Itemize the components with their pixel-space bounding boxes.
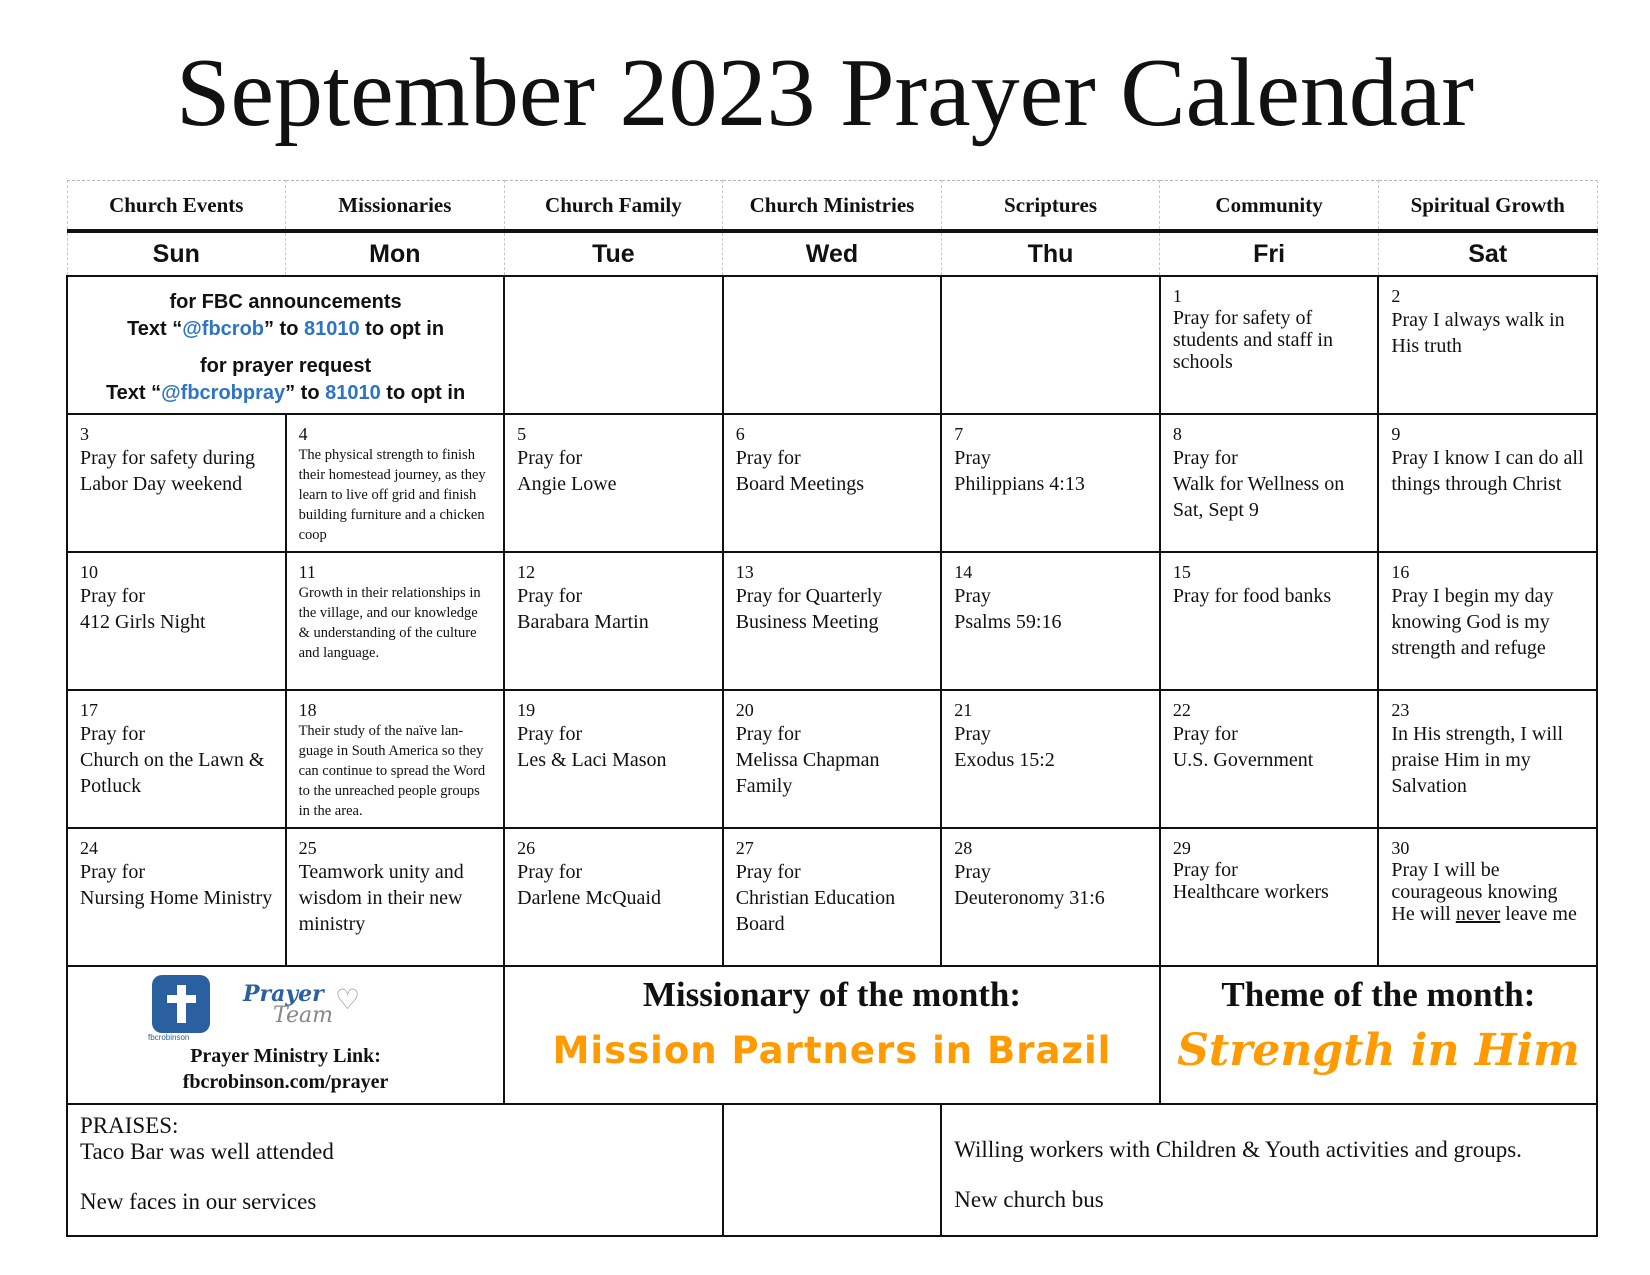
day-text: Growth in their relationships in the village, and our knowledge & understanding of the culture and language. [298,585,481,661]
day-number: 15 [1172,562,1191,582]
day-number: 16 [1391,562,1410,582]
text-number: 81010 [325,382,381,404]
day-text: Pray for Christian Education Board [735,861,896,935]
praises-row [67,1104,1597,1236]
day-text: Pray Psalms 59:16 [954,585,1062,633]
category-header: Missionaries [286,181,505,232]
day-number: 17 [80,700,98,720]
day-number: 24 [80,838,98,858]
request-item: Willing workers with Children & Youth activities and groups. [954,1137,1522,1162]
day-text: Pray for food banks [1172,585,1332,607]
day-number: 20 [735,700,754,720]
day-number: 3 [80,424,89,444]
day-cell [723,414,942,552]
day-text: Pray for Les & Laci Mason [517,723,667,771]
day-text: In His strength, I will praise Him in my Salvation [1391,723,1564,797]
day-text: Their study of the naïve lan-guage in South America so they can continue to spread the Word to the unreached people groups in the area. [298,723,486,819]
text-number: 81010 [304,318,360,340]
day-cell [504,414,723,552]
category-header: Community [1160,181,1379,232]
underlined-word: never [1455,903,1501,925]
day-number: 2 [1391,286,1401,306]
heart-cross-icon: ♡ [335,985,361,1016]
weekday-header: Sun [67,231,286,276]
day-text: Pray I always walk in His truth [1391,309,1565,357]
day-number: 22 [1172,700,1191,720]
day-cell [723,690,942,828]
notice-line: for FBC announcements [169,291,402,313]
logo-caption: fbcrobinson [148,1033,190,1042]
day-cell [1160,414,1379,552]
theme-label: Theme of the month: [1221,975,1536,1014]
day-cell [723,828,942,966]
category-header: Scriptures [941,181,1160,232]
missionary-of-month [504,966,1160,1104]
day-cell [941,414,1160,552]
day-text: The physical strength to finish their homestead journey, as they learn to live off grid and finish building furniture and a chicken coop [298,447,486,543]
day-number: 18 [298,700,317,720]
day-cell [723,552,942,690]
day-text: Pray Philippians 4:13 [954,447,1085,495]
day-cell [286,552,505,690]
day-text: Pray I know I can do all things through Christ [1391,447,1584,495]
week-row [67,552,1597,690]
category-header: Church Events [67,181,286,232]
day-text: Pray for Healthcare workers [1172,859,1329,903]
prayer-ministry-link-label: Prayer Ministry Link: [190,1045,381,1067]
day-text: Pray for Quarterly Business Meeting [735,585,883,633]
weekday-header: Fri [1160,231,1379,276]
day-cell [504,552,723,690]
praises-heading: PRAISES: [80,1113,179,1138]
request-item: New church bus [954,1187,1104,1212]
day-cell [1160,276,1379,414]
day-text: Pray for U.S. Government [1172,723,1314,771]
theme-value: Strength in Him [1177,1025,1580,1076]
notice-line: Text “@fbcrobpray” to 81010 to opt in [105,382,466,404]
logo-word: Prayer [243,981,324,1007]
day-cell [1378,828,1597,966]
day-cell [1378,690,1597,828]
day-text: Pray for Darlene McQuaid [517,861,661,909]
day-number: 26 [517,838,536,858]
day-number: 12 [517,562,536,582]
prayer-team-logo [243,981,383,1031]
day-number: 9 [1391,424,1401,444]
day-number: 19 [517,700,536,720]
day-cell [1160,552,1379,690]
text-handle: @fbcrob [182,318,264,340]
day-number: 23 [1391,700,1410,720]
day-cell [1378,414,1597,552]
weekday-header: Thu [941,231,1160,276]
empty-day-cell [723,276,942,414]
day-number: 29 [1172,838,1191,858]
day-text: Pray I will be courageous knowing He will never leave me [1391,859,1577,925]
day-text: Pray for Angie Lowe [517,447,617,495]
day-text: Pray Exodus 15:2 [954,723,1055,771]
day-text: Pray I begin my day knowing God is my strength and refuge [1391,585,1554,659]
weekday-header-row [67,231,1597,276]
day-text: Pray for Barabara Martin [517,585,649,633]
weekday-header: Tue [504,231,723,276]
praise-item: New faces in our services [80,1189,317,1214]
day-text: Pray for Melissa Chapman Family [735,723,880,797]
requests-cell [941,1104,1597,1236]
day-cell [286,690,505,828]
calendar-grid [66,180,1598,1237]
day-cell [67,414,286,552]
praises-cell [67,1104,723,1236]
day-cell [1378,276,1597,414]
day-cell [286,414,505,552]
day-cell [286,828,505,966]
missionary-label: Missionary of the month: [642,975,1022,1014]
praise-item: Taco Bar was well attended [80,1139,334,1164]
category-header: Church Ministries [723,181,942,232]
day-text: Pray for Nursing Home Ministry [80,861,273,909]
day-text: Pray for Church on the Lawn & Potluck [80,723,265,797]
day-number: 21 [954,700,973,720]
day-text: Pray for safety during Labor Day weekend [80,447,255,495]
church-cross-logo-icon [152,975,210,1033]
day-cell [67,828,286,966]
day-number: 5 [517,424,527,444]
category-header: Spiritual Growth [1378,181,1597,232]
empty-cell [723,1104,942,1236]
day-text: Teamwork unity and wisdom in their new ministry [298,861,464,935]
prayer-team-logo-cell [67,966,504,1104]
banner-row [67,966,1597,1104]
day-number: 1 [1172,286,1182,306]
day-text: Pray for Board Meetings [735,447,864,495]
day-text: Pray for Walk for Wellness on Sat, Sept 9 [1172,447,1345,521]
missionary-value: Mission Partners in Brazil [552,1029,1112,1072]
day-number: 11 [298,562,316,582]
empty-day-cell [504,276,723,414]
week-row [67,276,1597,414]
day-text: Pray for safety of students and staff in schools [1172,307,1333,373]
week-row [67,414,1597,552]
day-cell [941,828,1160,966]
day-number: 28 [954,838,973,858]
notice-line: Text “@fbcrob” to 81010 to opt in [127,318,445,340]
day-number: 14 [954,562,973,582]
text-handle: @fbcrobpray [161,382,286,404]
opt-in-notice [67,276,504,414]
week-row [67,690,1597,828]
day-number: 25 [298,838,317,858]
page-title: September 2023 Prayer Calendar [175,39,1475,147]
day-number: 27 [735,838,754,858]
day-cell [67,552,286,690]
day-text: Pray Deuteronomy 31:6 [954,861,1105,909]
day-number: 30 [1391,838,1410,858]
category-header: Church Family [504,181,723,232]
day-cell [504,828,723,966]
weekday-header: Mon [286,231,505,276]
prayer-ministry-link[interactable]: fbcrobinson.com/prayer [182,1071,389,1093]
day-cell [1160,690,1379,828]
day-cell [1378,552,1597,690]
day-number: 10 [80,562,98,582]
day-number: 7 [954,424,964,444]
logo-word: Team [273,1003,333,1028]
weekday-header: Sat [1378,231,1597,276]
weekday-header: Wed [723,231,942,276]
day-number: 8 [1172,424,1182,444]
day-cell [504,690,723,828]
empty-day-cell [941,276,1160,414]
day-cell [941,552,1160,690]
day-cell [941,690,1160,828]
week-row [67,828,1597,966]
day-cell [1160,828,1379,966]
day-cell [67,690,286,828]
theme-of-month [1160,966,1597,1104]
category-header-row [67,181,1597,232]
day-text: Pray for 412 Girls Night [80,585,206,633]
notice-line: for prayer request [199,355,372,377]
day-number: 13 [735,562,754,582]
day-number: 4 [298,424,308,444]
day-number: 6 [735,424,745,444]
